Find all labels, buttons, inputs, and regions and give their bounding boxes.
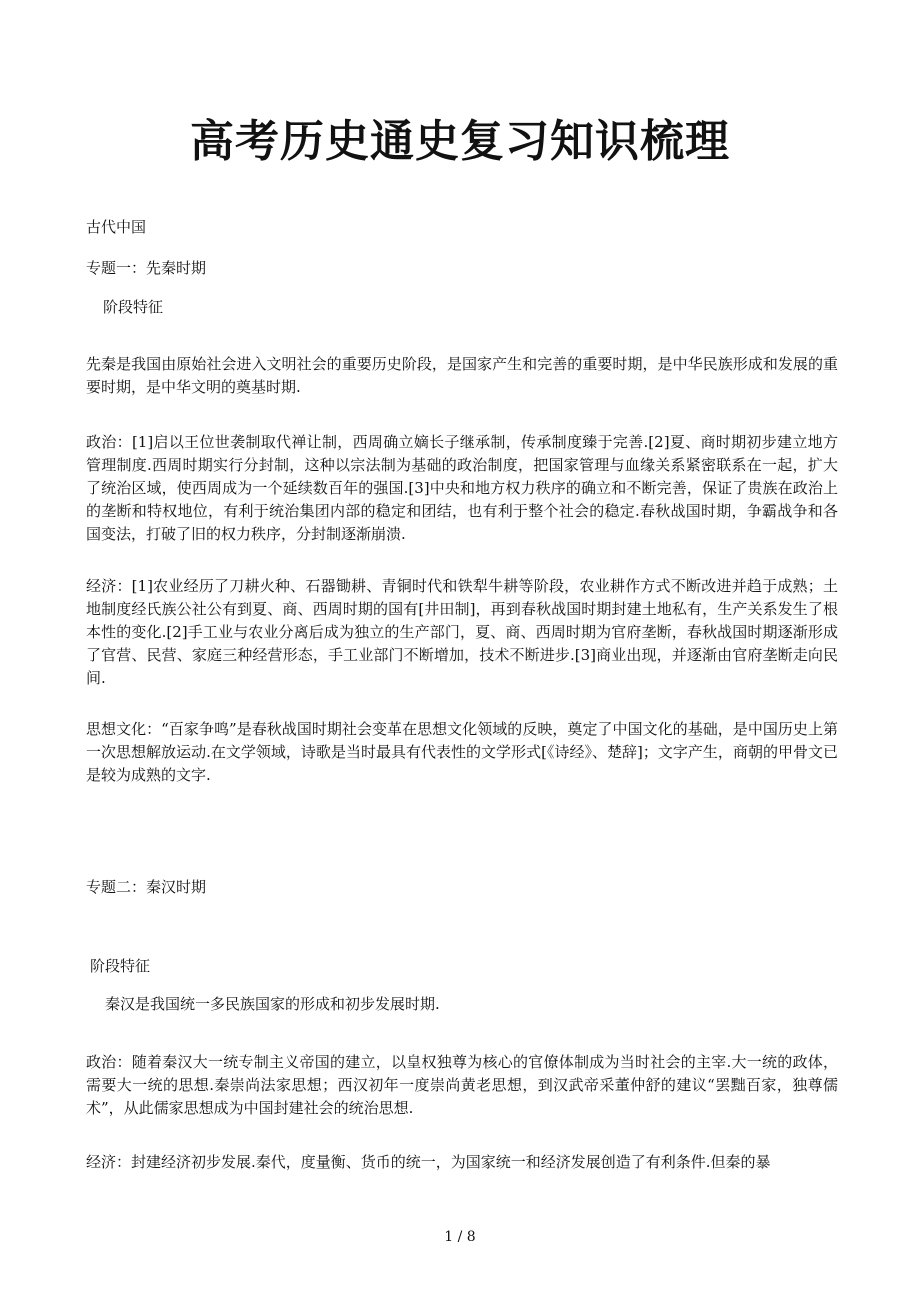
page-number: 1 / 8	[444, 1229, 476, 1245]
section-heading-ancient-china: 古代中国	[86, 218, 147, 236]
topic1-heading: 专题一：先秦时期	[86, 259, 207, 277]
topic1-economy-paragraph: 经济：[1]农业经历了刀耕火种、石器锄耕、青铜时代和铁犁牛耕等阶段，农业耕作方式不断改进并趋于成熟；土地制度经氏族公社公有到夏、商、西周时期的国有[井田制]，再到春秋战国时期封建土地私有，生产关系发生了根本性的变化.[2]手工业与农业分离后成为独立的生产部门，夏、商、西周时期为官府垄断，春秋战国时期逐渐形成了官营、民营、家庭三种经营形态，手工业部门不断增加，技术不断进步.[3]商业出现，并逐渐由官府垄断走向民间.	[86, 577, 838, 687]
topic2-heading: 专题二：秦汉时期	[86, 878, 207, 896]
topic2-stage-label: 阶段特征	[90, 957, 151, 975]
topic2-economy-paragraph: 经济：封建经济初步发展.秦代，度量衡、货币的统一，为国家统一和经济发展创造了有利条件.但秦的暴	[86, 1153, 771, 1171]
topic1-stage-label: 阶段特征	[103, 298, 164, 316]
topic1-overview-paragraph: 先秦是我国由原始社会进入文明社会的重要历史阶段，是国家产生和完善的重要时期，是中华民族形成和发展的重要时期，是中华文明的奠基时期.	[86, 355, 838, 396]
topic2-overview-paragraph: 秦汉是我国统一多民族国家的形成和初步发展时期.	[105, 995, 440, 1013]
topic1-politics-paragraph: 政治：[1]启以王位世袭制取代禅让制，西周确立嫡长子继承制，传承制度臻于完善.[2]夏、商时期初步建立地方管理制度.西周时期实行分封制，这种以宗法制为基础的政治制度，把国家管理与血缘关系紧密联系在一起，扩大了统治区域，使西周成为一个延续数百年的强国.[3]中央和地方权力秩序的确立和不断完善，保证了贵族在政治上的垄断和特权地位，有利于统治集团内部的稳定和团结，也有利于整个社会的稳定.春秋战国时期，争霸战争和各国变法，打破了旧的权力秩序，分封制逐渐崩溃.	[86, 433, 838, 543]
document-title: 高考历史通史复习知识梳理	[190, 116, 730, 167]
topic1-culture-paragraph: 思想文化：“百家争鸣”是春秋战国时期社会变革在思想文化领域的反映，奠定了中国文化的基础，是中国历史上第一次思想解放运动.在文学领域，诗歌是当时最具有代表性的文学形式[《诗经》、楚辞]；文字产生，商朝的甲骨文已是较为成熟的文字.	[86, 720, 838, 784]
topic2-politics-paragraph: 政治：随着秦汉大一统专制主义帝国的建立，以皇权独尊为核心的官僚体制成为当时社会的主宰.大一统的政体，需要大一统的思想.秦崇尚法家思想；西汉初年一度崇尚黄老思想，到汉武帝采董仲舒的建议“罢黜百家，独尊儒术”，从此儒家思想成为中国封建社会的统治思想.	[86, 1053, 838, 1117]
